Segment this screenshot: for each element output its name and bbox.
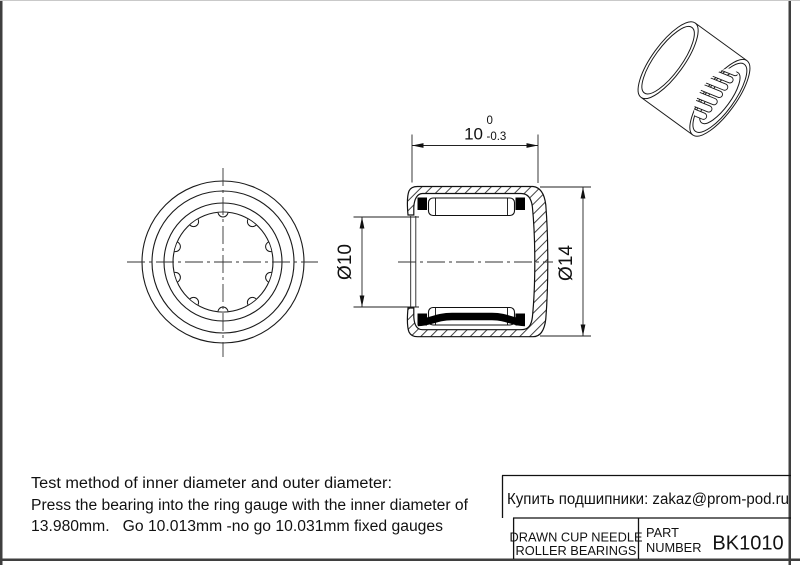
front-view-centerlines [127, 168, 318, 357]
title-block [502, 476, 791, 560]
width-nominal: 10 [464, 124, 483, 144]
vendor-contact: Купить подшипники: zakaz@prom-pod.ru [507, 491, 789, 508]
part-label-line-2: NUMBER [646, 540, 702, 555]
open-end-rim-lines [411, 216, 416, 307]
notes-text [31, 475, 469, 535]
top-right-seal [516, 198, 526, 211]
bearing-category-line-1: DRAWN CUP NEEDLE [509, 529, 643, 545]
section-view [398, 187, 553, 337]
bottom-needle-roller [418, 308, 526, 326]
width-tolerance-upper: 0 [486, 115, 493, 127]
bearing-3d-illustration [628, 14, 760, 145]
note-line-1: Test method of inner diameter and outer diameter: [31, 475, 392, 492]
part-label-line-1: PART [646, 525, 679, 540]
closed-end-face [628, 14, 708, 107]
outer-diameter-label: Ø14 [556, 245, 577, 281]
top-needle-roller [418, 198, 526, 216]
bore-diameter-label: Ø10 [335, 244, 356, 280]
width-tolerance-lower: -0.3 [486, 131, 507, 143]
note-line-2: Press the bearing into the ring gauge with the inner diameter of [31, 497, 469, 514]
width-dimension [412, 115, 538, 183]
note-line-3: 13.980mm. Go 10.013mm -no go 10.031mm fixed gauges [31, 518, 444, 535]
front-view [127, 168, 318, 357]
bearing-category-line-2: ROLLER BEARINGS [515, 543, 637, 558]
part-number-value: BK1010 [712, 532, 784, 555]
top-left-seal [418, 198, 428, 211]
